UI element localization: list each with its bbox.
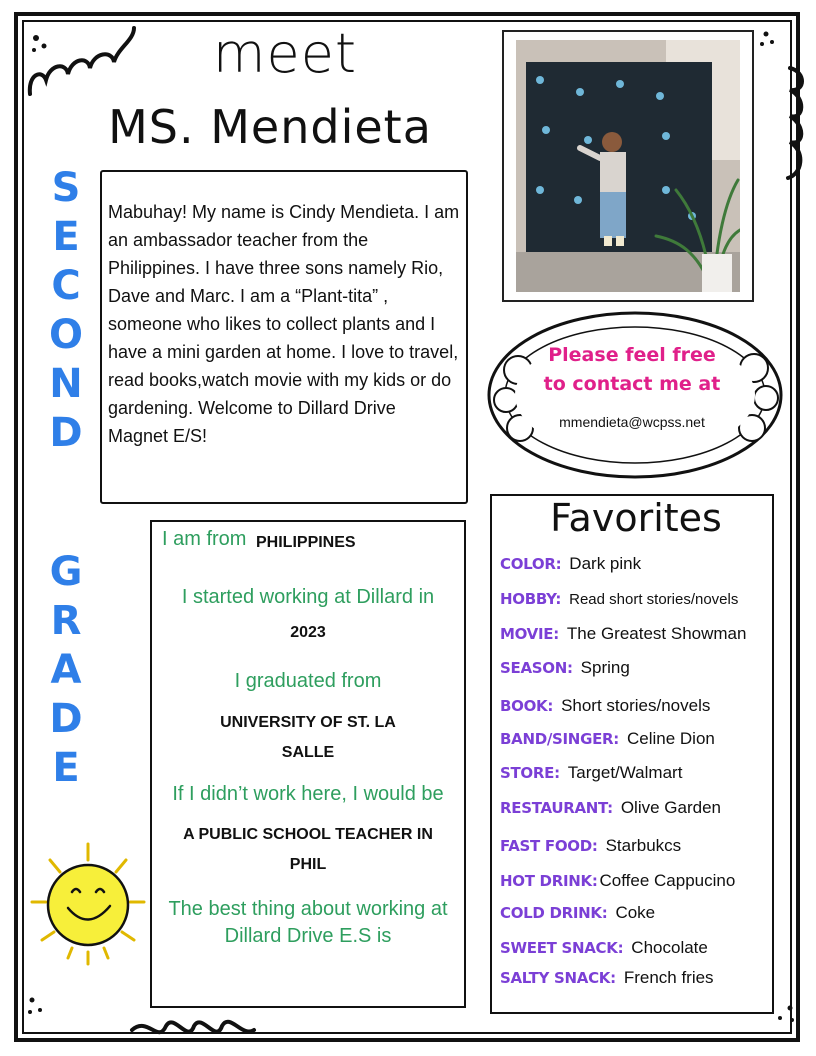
bio-paragraph: Mabuhay! My name is Cindy Mendieta. I am an ambassador teacher from the Philippines. I have three sons namely Rio, Dave and Marc. I am a “Plant-tita” , someone who likes to collect plants and I have a mini garden at home. I love to travel, read books,watch movie with my kids or do gardening. Welcome to Dillard Drive Magnet E/S! — [108, 202, 460, 446]
teacher-photo — [516, 40, 740, 292]
letter: E — [52, 745, 80, 791]
alternate-career-label: If I didn’t work here, I would be — [172, 783, 444, 805]
letter: S — [51, 165, 81, 211]
best-thing-label-line1: The best thing about working at — [168, 898, 448, 920]
from-label: I am from — [162, 528, 247, 550]
favorite-value: French fries — [623, 968, 714, 987]
favorite-item — [500, 836, 681, 856]
alternate-career-value-line2: PHIL — [289, 856, 327, 873]
graduated-value-line1: UNIVERSITY OF ST. LA — [220, 714, 396, 731]
letter: C — [51, 263, 81, 309]
started-value: 2023 — [290, 624, 326, 641]
favorite-item — [500, 696, 710, 716]
vertical-word-grade — [44, 549, 88, 797]
top-right-swirl-doodle — [760, 28, 810, 188]
favorite-value: Spring — [580, 658, 630, 677]
contact-email-link[interactable]: mmendieta@wcpss.net — [559, 414, 705, 430]
bottom-right-dots-doodle — [770, 1000, 800, 1030]
letter: A — [50, 647, 82, 693]
favorite-value: Target/Walmart — [567, 763, 683, 782]
favorite-item — [500, 968, 714, 988]
contact-heading-line1: Please feel free — [548, 344, 716, 366]
vertical-word-second — [44, 165, 88, 462]
letter: D — [49, 696, 83, 742]
letter: N — [49, 361, 83, 407]
favorite-value: Coke — [615, 903, 656, 922]
favorite-item — [500, 729, 715, 749]
favorite-value: Olive Garden — [620, 798, 721, 817]
bottom-left-dots-doodle — [26, 994, 56, 1024]
favorite-label: SWEET SNACK: — [500, 939, 624, 957]
favorite-item — [500, 938, 708, 958]
graduated-value-line2: SALLE — [281, 744, 335, 761]
bio-text — [108, 198, 460, 450]
favorite-item — [500, 798, 721, 818]
bottom-swirl-doodle — [128, 1010, 258, 1050]
favorite-value: Read short stories/novels — [569, 591, 739, 608]
favorite-label: SALTY SNACK: — [500, 969, 616, 987]
favorite-item — [500, 903, 655, 923]
favorite-label: HOBBY: — [500, 590, 562, 608]
favorite-item — [500, 658, 630, 678]
letter: R — [50, 598, 82, 644]
sun-icon — [28, 840, 148, 970]
favorite-item — [500, 590, 738, 608]
favorite-value: Dark pink — [569, 554, 642, 573]
favorite-value: The Greatest Showman — [566, 624, 747, 643]
favorite-item — [500, 624, 746, 644]
alternate-career-value-line1: A PUBLIC SCHOOL TEACHER IN — [183, 826, 433, 843]
favorites-title: Favorites — [550, 496, 722, 540]
contact-cloud-frame — [478, 300, 792, 490]
favorite-label: BAND/SINGER: — [500, 730, 619, 748]
from-value: PHILIPPINES — [256, 534, 356, 551]
favorite-label: COLD DRINK: — [500, 904, 608, 922]
favorite-item — [500, 763, 682, 783]
favorite-label: FAST FOOD: — [500, 837, 598, 855]
favorite-item — [500, 554, 641, 574]
favorite-label: BOOK: — [500, 697, 554, 715]
favorite-label: HOT DRINK: — [500, 872, 598, 890]
letter: D — [49, 410, 83, 456]
contact-heading-line2: to contact me at — [543, 373, 721, 395]
favorite-label: MOVIE: — [500, 625, 559, 643]
favorite-value: Chocolate — [631, 938, 708, 957]
letter: O — [48, 312, 83, 358]
graduated-label: I graduated from — [234, 670, 382, 692]
favorite-value: Celine Dion — [626, 729, 715, 748]
page-title: MS. Mendieta — [108, 100, 432, 154]
started-label: I started working at Dillard in — [181, 586, 435, 608]
favorite-item — [500, 871, 735, 891]
favorite-label: COLOR: — [500, 555, 562, 573]
best-thing-label-line2: Dillard Drive E.S is — [224, 925, 392, 947]
favorite-label: SEASON: — [500, 659, 573, 677]
top-left-swirl-doodle — [22, 14, 142, 104]
header-meet: meet — [212, 22, 358, 85]
favorite-label: RESTAURANT: — [500, 799, 613, 817]
letter: G — [49, 549, 83, 595]
favorite-value: Coffee Cappucino — [599, 871, 736, 890]
favorite-label: STORE: — [500, 764, 560, 782]
letter: E — [52, 214, 80, 260]
favorite-value: Starbukcs — [605, 836, 682, 855]
favorite-value: Short stories/novels — [561, 696, 711, 715]
